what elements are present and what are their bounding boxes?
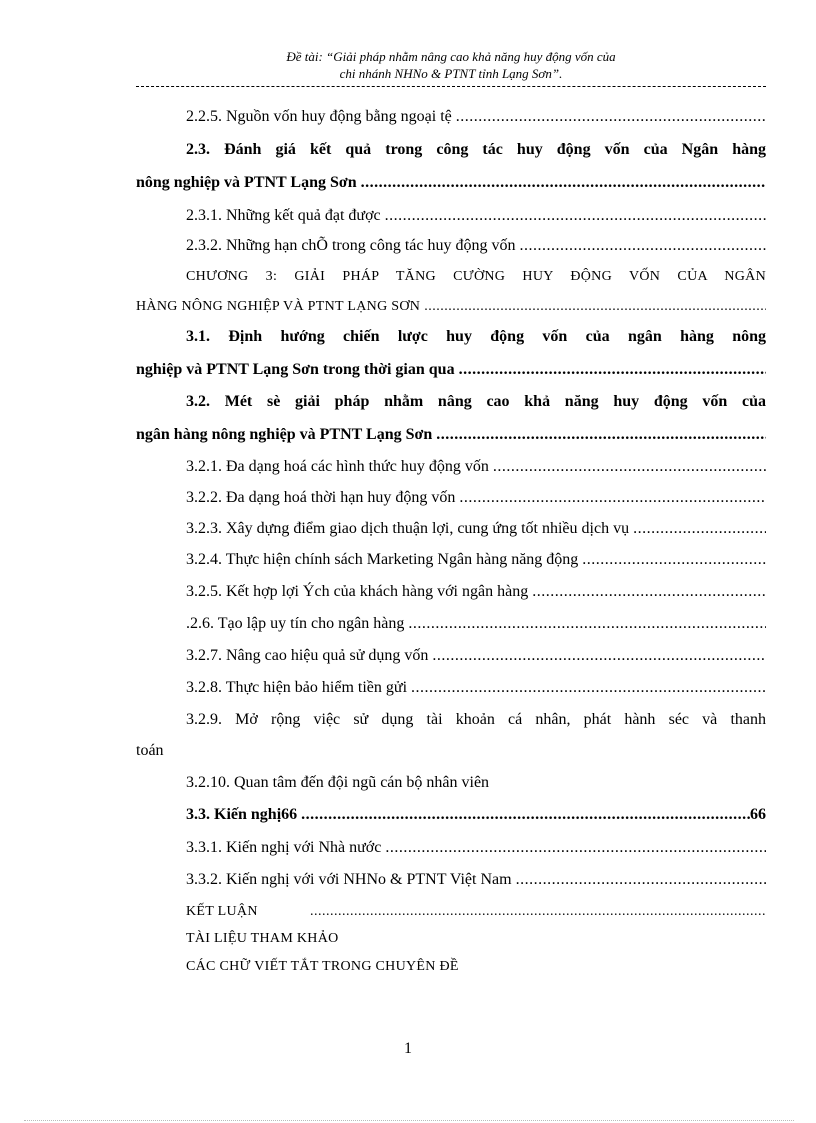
toc-entry — [136, 643, 766, 669]
toc-entry-text: 2.3.1. Những kết quả đạt được — [186, 207, 381, 224]
toc-entry-text: nông nghiệp và PTNT Lạng Sơn — [136, 174, 357, 191]
toc-entry-text: 3.1. Định hướng chiến lược huy động vốn của ngân hàng nông — [186, 328, 766, 345]
dot-leader — [385, 203, 766, 229]
toc-entry-text: 3.2.5. Kết hợp lợi Ých của khách hàng với ngân hàng — [186, 583, 529, 600]
toc-entry-text: HÀNG NÔNG NGHIỆP VÀ PTNT LẠNG SƠN — [136, 299, 421, 314]
toc-entry — [136, 707, 766, 733]
toc-entry — [136, 899, 766, 925]
dot-leader — [459, 357, 766, 383]
toc-entry — [136, 170, 766, 196]
toc-entry — [136, 611, 766, 637]
toc-entry — [136, 422, 766, 448]
toc-entry-text: 3.2.10. Quan tâm đến đội ngũ cán bộ nhân viên — [186, 774, 490, 791]
toc-entry — [136, 802, 766, 828]
dot-leader — [310, 899, 766, 925]
dot-leader — [520, 233, 766, 259]
toc-entry-text: 3.3.1. Kiến nghị với Nhà nước — [186, 839, 382, 856]
dot-leader — [532, 579, 766, 605]
toc-entry-text: 3.2.3. Xây dựng điểm giao dịch thuận lợi, cung ứng tốt nhiều dịch vụ — [186, 520, 630, 537]
toc-entry — [136, 324, 766, 350]
toc-entry — [136, 954, 766, 980]
dot-leader — [456, 104, 766, 130]
dot-leader — [361, 170, 766, 196]
toc-entry — [136, 294, 766, 320]
header-divider — [136, 86, 766, 87]
dot-leader — [424, 294, 766, 320]
toc-entry — [136, 579, 766, 605]
header-line-1: Đề tài: “Giải pháp nhằm nâng cao khả năng huy động vốn của — [286, 49, 616, 64]
dot-leader — [411, 675, 766, 701]
toc-entry — [136, 547, 766, 573]
toc-entry — [136, 516, 766, 542]
toc-entry-text: 3.3.2. Kiến nghị với với NHNo & PTNT Việt Nam — [186, 871, 512, 888]
dot-leader — [633, 516, 766, 542]
dot-leader — [385, 835, 766, 861]
document-header — [136, 48, 766, 82]
toc-entry-text: 3.2. Mét sè giải pháp nhằm nâng cao khả năng huy động vốn của — [186, 393, 766, 410]
toc-entry — [136, 104, 766, 130]
dot-leader — [408, 611, 766, 637]
dot-leader — [582, 547, 766, 573]
toc-entry — [136, 389, 766, 415]
toc-entry — [136, 926, 766, 952]
dot-leader — [436, 422, 766, 448]
toc-entry — [136, 738, 766, 764]
toc-entry — [136, 264, 766, 290]
toc-entry-text: 2.3. Đánh giá kết quả trong công tác huy động vốn của Ngân hàng — [186, 141, 766, 158]
toc-entry — [136, 454, 766, 480]
header-line-2: chi nhánh NHNo & PTNT tỉnh Lạng Sơn”. — [339, 66, 563, 81]
toc-entry-text: 3.2.8. Thực hiện bảo hiểm tiền gửi — [186, 679, 408, 696]
toc-entry-text: CÁC CHỮ VIẾT TẮT TRONG CHUYÊN ĐỀ — [186, 959, 459, 974]
toc-entry-text: TÀI LIỆU THAM KHẢO — [186, 931, 339, 946]
toc-entry-text: 3.2.4. Thực hiện chính sách Marketing Ngân hàng năng động — [186, 551, 579, 568]
toc-entry-text: 3.2.7. Nâng cao hiệu quả sử dụng vốn — [186, 647, 429, 664]
toc-entry — [136, 867, 766, 893]
toc-entry — [136, 233, 766, 259]
toc-entry — [136, 675, 766, 701]
toc-entry-text: ngân hàng nông nghiệp và PTNT Lạng Sơn — [136, 426, 433, 443]
toc-entry-text: 3.2.2. Đa dạng hoá thời hạn huy động vốn — [186, 489, 456, 506]
dot-leader — [493, 454, 766, 480]
page-bottom-edge — [24, 1120, 794, 1121]
toc-entry-text: 3.3. Kiến nghị66 — [186, 806, 298, 823]
toc-entry — [136, 485, 766, 511]
page-number: 1 — [404, 1040, 412, 1057]
toc-entry-text: 2.3.2. Những hạn chÕ trong công tác huy động vốn — [186, 237, 516, 254]
toc-entry-text: CHƯƠNG 3: GIẢI PHÁP TĂNG CƯỜNG HUY ĐỘNG VỐN CỦA NGÂN — [186, 269, 766, 284]
toc-entry — [136, 770, 766, 796]
toc-entry-text: .2.6. Tạo lập uy tín cho ngân hàng — [186, 615, 405, 632]
toc-page-number: 66 — [750, 806, 766, 823]
toc-entry-text: 3.2.9. Mở rộng việc sử dụng tài khoản cá nhân, phát hành séc và thanh — [186, 711, 766, 728]
toc-entry-text: nghiệp và PTNT Lạng Sơn trong thời gian qua — [136, 361, 455, 378]
dot-leader — [301, 802, 750, 828]
toc-entry — [136, 137, 766, 163]
dot-leader — [432, 643, 766, 669]
dot-leader — [459, 485, 766, 511]
toc-entry-text: 2.2.5. Nguồn vốn huy động bằng ngoại tệ — [186, 108, 452, 125]
toc-entry — [136, 357, 766, 383]
toc-entry-text: KẾT LUẬN — [186, 904, 258, 919]
toc-entry — [136, 203, 766, 229]
toc-entry-text: toán — [136, 742, 164, 759]
dot-leader — [516, 867, 766, 893]
toc-entry — [136, 835, 766, 861]
toc-entry-text: 3.2.1. Đa dạng hoá các hình thức huy động vốn — [186, 458, 489, 475]
